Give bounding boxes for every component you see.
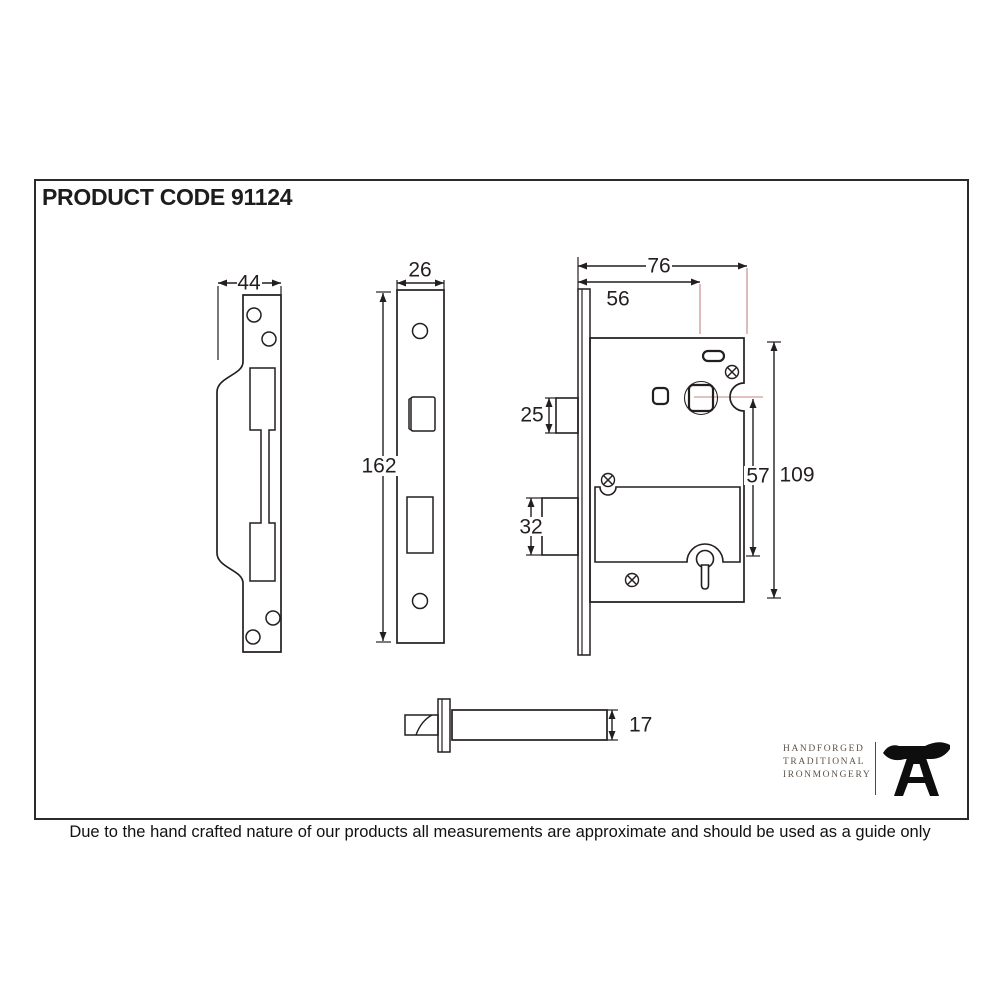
strike-screw-hole: [266, 611, 280, 625]
dim-label-spindle-to-keyhole: 57: [746, 464, 770, 488]
dim-label-case-height: 109: [779, 463, 815, 487]
lock-forend-strip: [578, 289, 590, 655]
brand-line-1: HANDFORGED: [783, 744, 865, 754]
dim-label-faceplate-width: 26: [408, 258, 432, 282]
deadbolt: [542, 498, 578, 555]
dim-label-latch-height: 25: [520, 403, 544, 427]
faceplate-deadbolt-cutout: [407, 497, 433, 553]
fixing-screw-icon: [626, 574, 639, 587]
brand-logo: [783, 743, 873, 782]
disclaimer-text: Due to the hand crafted nature of our products all measurements are approximate and should be used as a guide only: [69, 823, 931, 841]
bolt-plate-section: [438, 699, 450, 752]
dim-label-deadbolt-height: 32: [519, 515, 543, 539]
strike-screw-hole: [262, 332, 276, 346]
dim-label-bolt-thickness: 17: [629, 713, 653, 737]
faceplate-outline: [397, 290, 444, 643]
faceplate-latch-cutout: [411, 397, 435, 431]
fixing-screw-icon: [602, 474, 615, 487]
bolt-head-bevel-curve: [416, 715, 432, 735]
dim-label-strike-width: 44: [237, 271, 261, 295]
brand-line-2: TRADITIONAL: [783, 757, 865, 767]
dim-label-faceplate-height: 162: [361, 454, 397, 478]
inner-case-plate: [595, 487, 740, 562]
anvil-icon: [883, 742, 950, 796]
bolt-side-drawing: [405, 699, 652, 752]
latch-bolt: [556, 398, 578, 433]
strike-screw-hole: [247, 308, 261, 322]
brand-line-3: IRONMONGERY: [783, 770, 872, 780]
faceplate-drawing: [361, 259, 444, 644]
dim-label-case-depth: 76: [647, 254, 671, 278]
lock-body-drawing: [517, 255, 817, 656]
faceplate-screw-hole: [413, 594, 428, 609]
strike-plate-drawing: [217, 272, 281, 653]
page-title: PRODUCT CODE 91124: [42, 184, 293, 210]
dim-label-backset: 56: [606, 287, 630, 311]
logo-divider: [875, 742, 876, 795]
strike-plate-outline: [217, 295, 281, 652]
bolt-bar: [452, 710, 607, 740]
fixing-screw-icon: [726, 366, 739, 379]
keyhole-icon: [697, 551, 714, 590]
square-hole: [653, 388, 668, 404]
faceplate-screw-hole: [413, 324, 428, 339]
spindle-follower-square: [689, 385, 713, 411]
strike-plate-cutout: [250, 368, 275, 581]
slot-pill: [703, 351, 724, 361]
strike-screw-hole: [246, 630, 260, 644]
